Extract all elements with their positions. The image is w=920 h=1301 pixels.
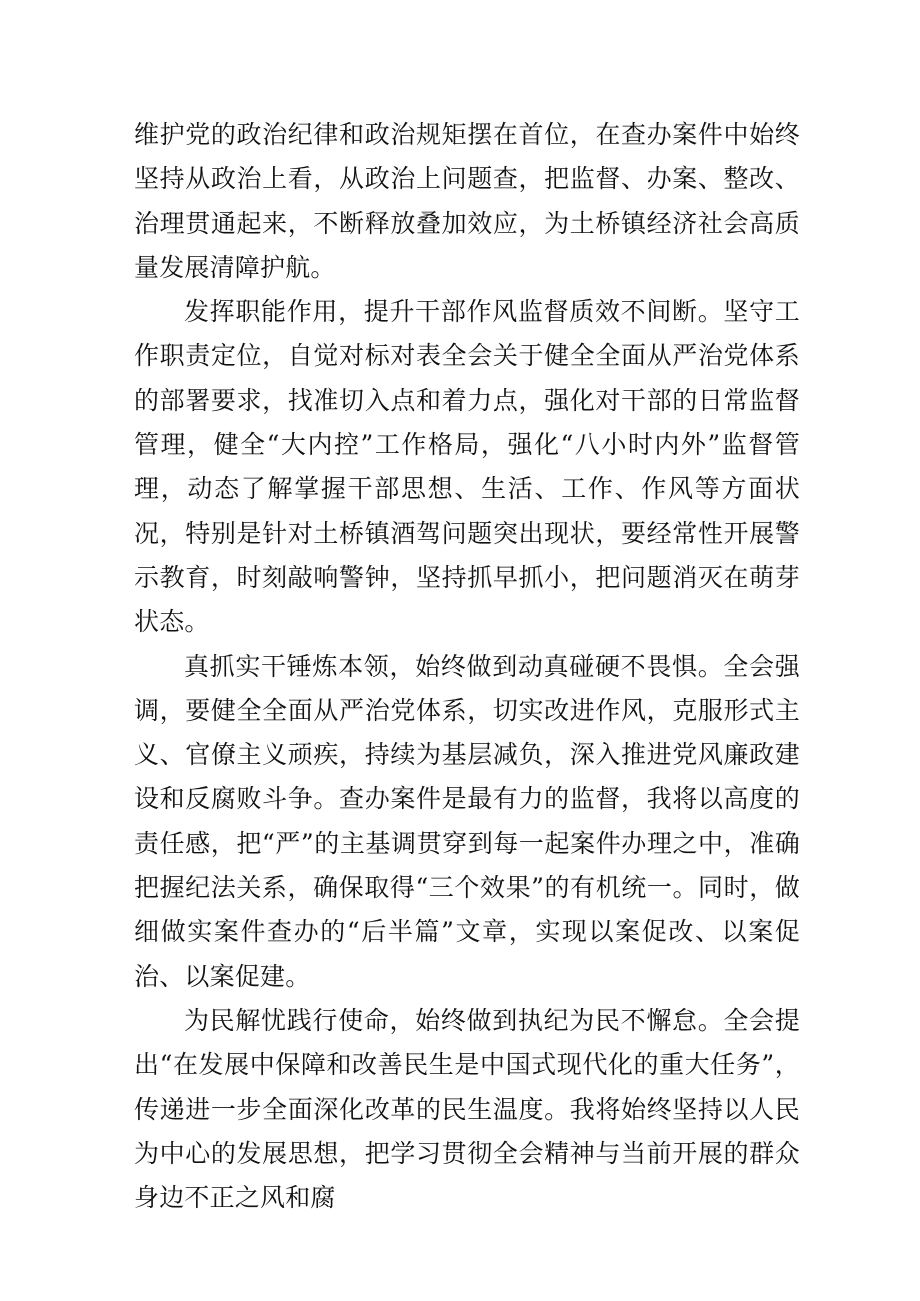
paragraph-1: 维护党的政治纪律和政治规矩摆在首位，在查办案件中始终坚持从政治上看，从政治上问题查，把监督、办案、整改、治理贯通起来，不断释放叠加效应，为土桥镇经济社会高质量发展清障护航。	[134, 120, 800, 282]
paragraph-3: 真抓实干锤炼本领，始终做到动真碰硬不畏惧。全会强调，要健全全面从严治党体系，切实改进作风，克服形式主义、官僚主义顽疾，持续为基层减负，深入推进党风廉政建设和反腐败斗争。查办案件是最有力的监督，我将以高度的责任感，把“严”的主基调贯穿到每一起案件办理之中，准确把握纪法关系，确保取得“三个效果”的有机统一。同时，做细做实案件查办的“后半篇”文章，实现以案促改、以案促治、以案促建。	[134, 651, 800, 991]
paragraph-4: 为民解忧践行使命，始终做到执纪为民不懈怠。全会提出“在发展中保障和改善民生是中国式现代化的重大任务”，传递进一步全面深化改革的民生温度。我将始终坚持以人民为中心的发展思想，把学习贯彻全会精神与当前开展的群众身边不正之风和腐	[134, 1005, 800, 1213]
paragraph-2: 发挥职能作用，提升干部作风监督质效不间断。坚守工作职责定位，自觉对标对表全会关于健全全面从严治党体系的部署要求，找准切入点和着力点，强化对干部的日常监督管理，健全“大内控”工作格局，强化“八小时内外”监督管理，动态了解掌握干部思想、生活、工作、作风等方面状况，特别是针对土桥镇酒驾问题突出现状，要经常性开展警示教育，时刻敲响警钟，坚持抓早抓小，把问题消灭在萌芽状态。	[134, 297, 800, 637]
document-body	[134, 113, 800, 1220]
